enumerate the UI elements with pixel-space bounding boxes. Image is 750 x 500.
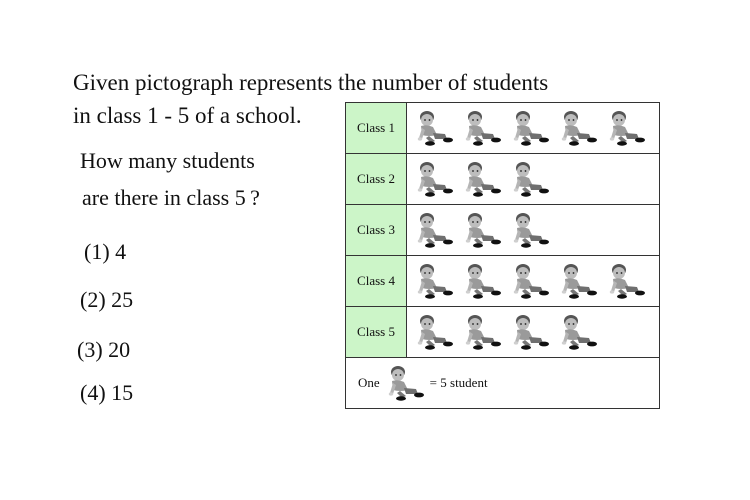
sitting-boy-icon — [555, 261, 603, 301]
sitting-boy-icon — [603, 108, 651, 148]
sitting-boy-icon — [382, 363, 430, 403]
sitting-boy-icon — [555, 312, 603, 352]
icon-cell — [407, 256, 659, 306]
sitting-boy-icon — [507, 210, 555, 250]
option-1[interactable]: (1) 4 — [84, 239, 127, 264]
key-cell — [346, 358, 660, 409]
pictograph-row — [346, 307, 660, 358]
sitting-boy-icon — [411, 312, 459, 352]
key-row — [346, 358, 660, 409]
question-line-2: in class 1 - 5 of a school. — [73, 103, 302, 128]
row-label: Class 5 — [346, 307, 407, 358]
sitting-boy-icon — [459, 108, 507, 148]
sitting-boy-icon — [507, 108, 555, 148]
sitting-boy-icon — [459, 261, 507, 301]
sitting-boy-icon — [411, 159, 459, 199]
row-label: Class 3 — [346, 205, 407, 256]
option-4[interactable]: (4) 15 — [80, 380, 134, 405]
pictograph-row — [346, 103, 660, 154]
sitting-boy-icon — [603, 261, 651, 301]
sitting-boy-icon — [411, 210, 459, 250]
sitting-boy-icon — [459, 210, 507, 250]
row-label: Class 2 — [346, 154, 407, 205]
sitting-boy-icon — [459, 312, 507, 352]
question-line-1: Given pictograph represents the number of students — [73, 70, 549, 95]
icon-cell — [407, 154, 659, 204]
pictograph-table — [345, 102, 660, 409]
sub-question-line-2: are there in class 5 ? — [82, 185, 260, 210]
sitting-boy-icon — [411, 108, 459, 148]
row-label: Class 1 — [346, 103, 407, 154]
pictograph-row — [346, 256, 660, 307]
sitting-boy-icon — [507, 261, 555, 301]
sitting-boy-icon — [459, 159, 507, 199]
option-2[interactable]: (2) 25 — [80, 287, 134, 312]
icon-cell — [407, 307, 659, 357]
sitting-boy-icon — [411, 261, 459, 301]
icon-cell — [407, 205, 659, 255]
key-one-label: One — [358, 375, 380, 390]
pictograph-row — [346, 154, 660, 205]
sitting-boy-icon — [507, 312, 555, 352]
sitting-boy-icon — [555, 108, 603, 148]
sub-question-line-1: How many students — [80, 148, 255, 173]
key-equals-label: = 5 student — [429, 375, 488, 390]
pictograph-row — [346, 205, 660, 256]
icon-cell — [407, 103, 659, 153]
sitting-boy-icon — [507, 159, 555, 199]
option-3[interactable]: (3) 20 — [77, 337, 131, 362]
row-label: Class 4 — [346, 256, 407, 307]
